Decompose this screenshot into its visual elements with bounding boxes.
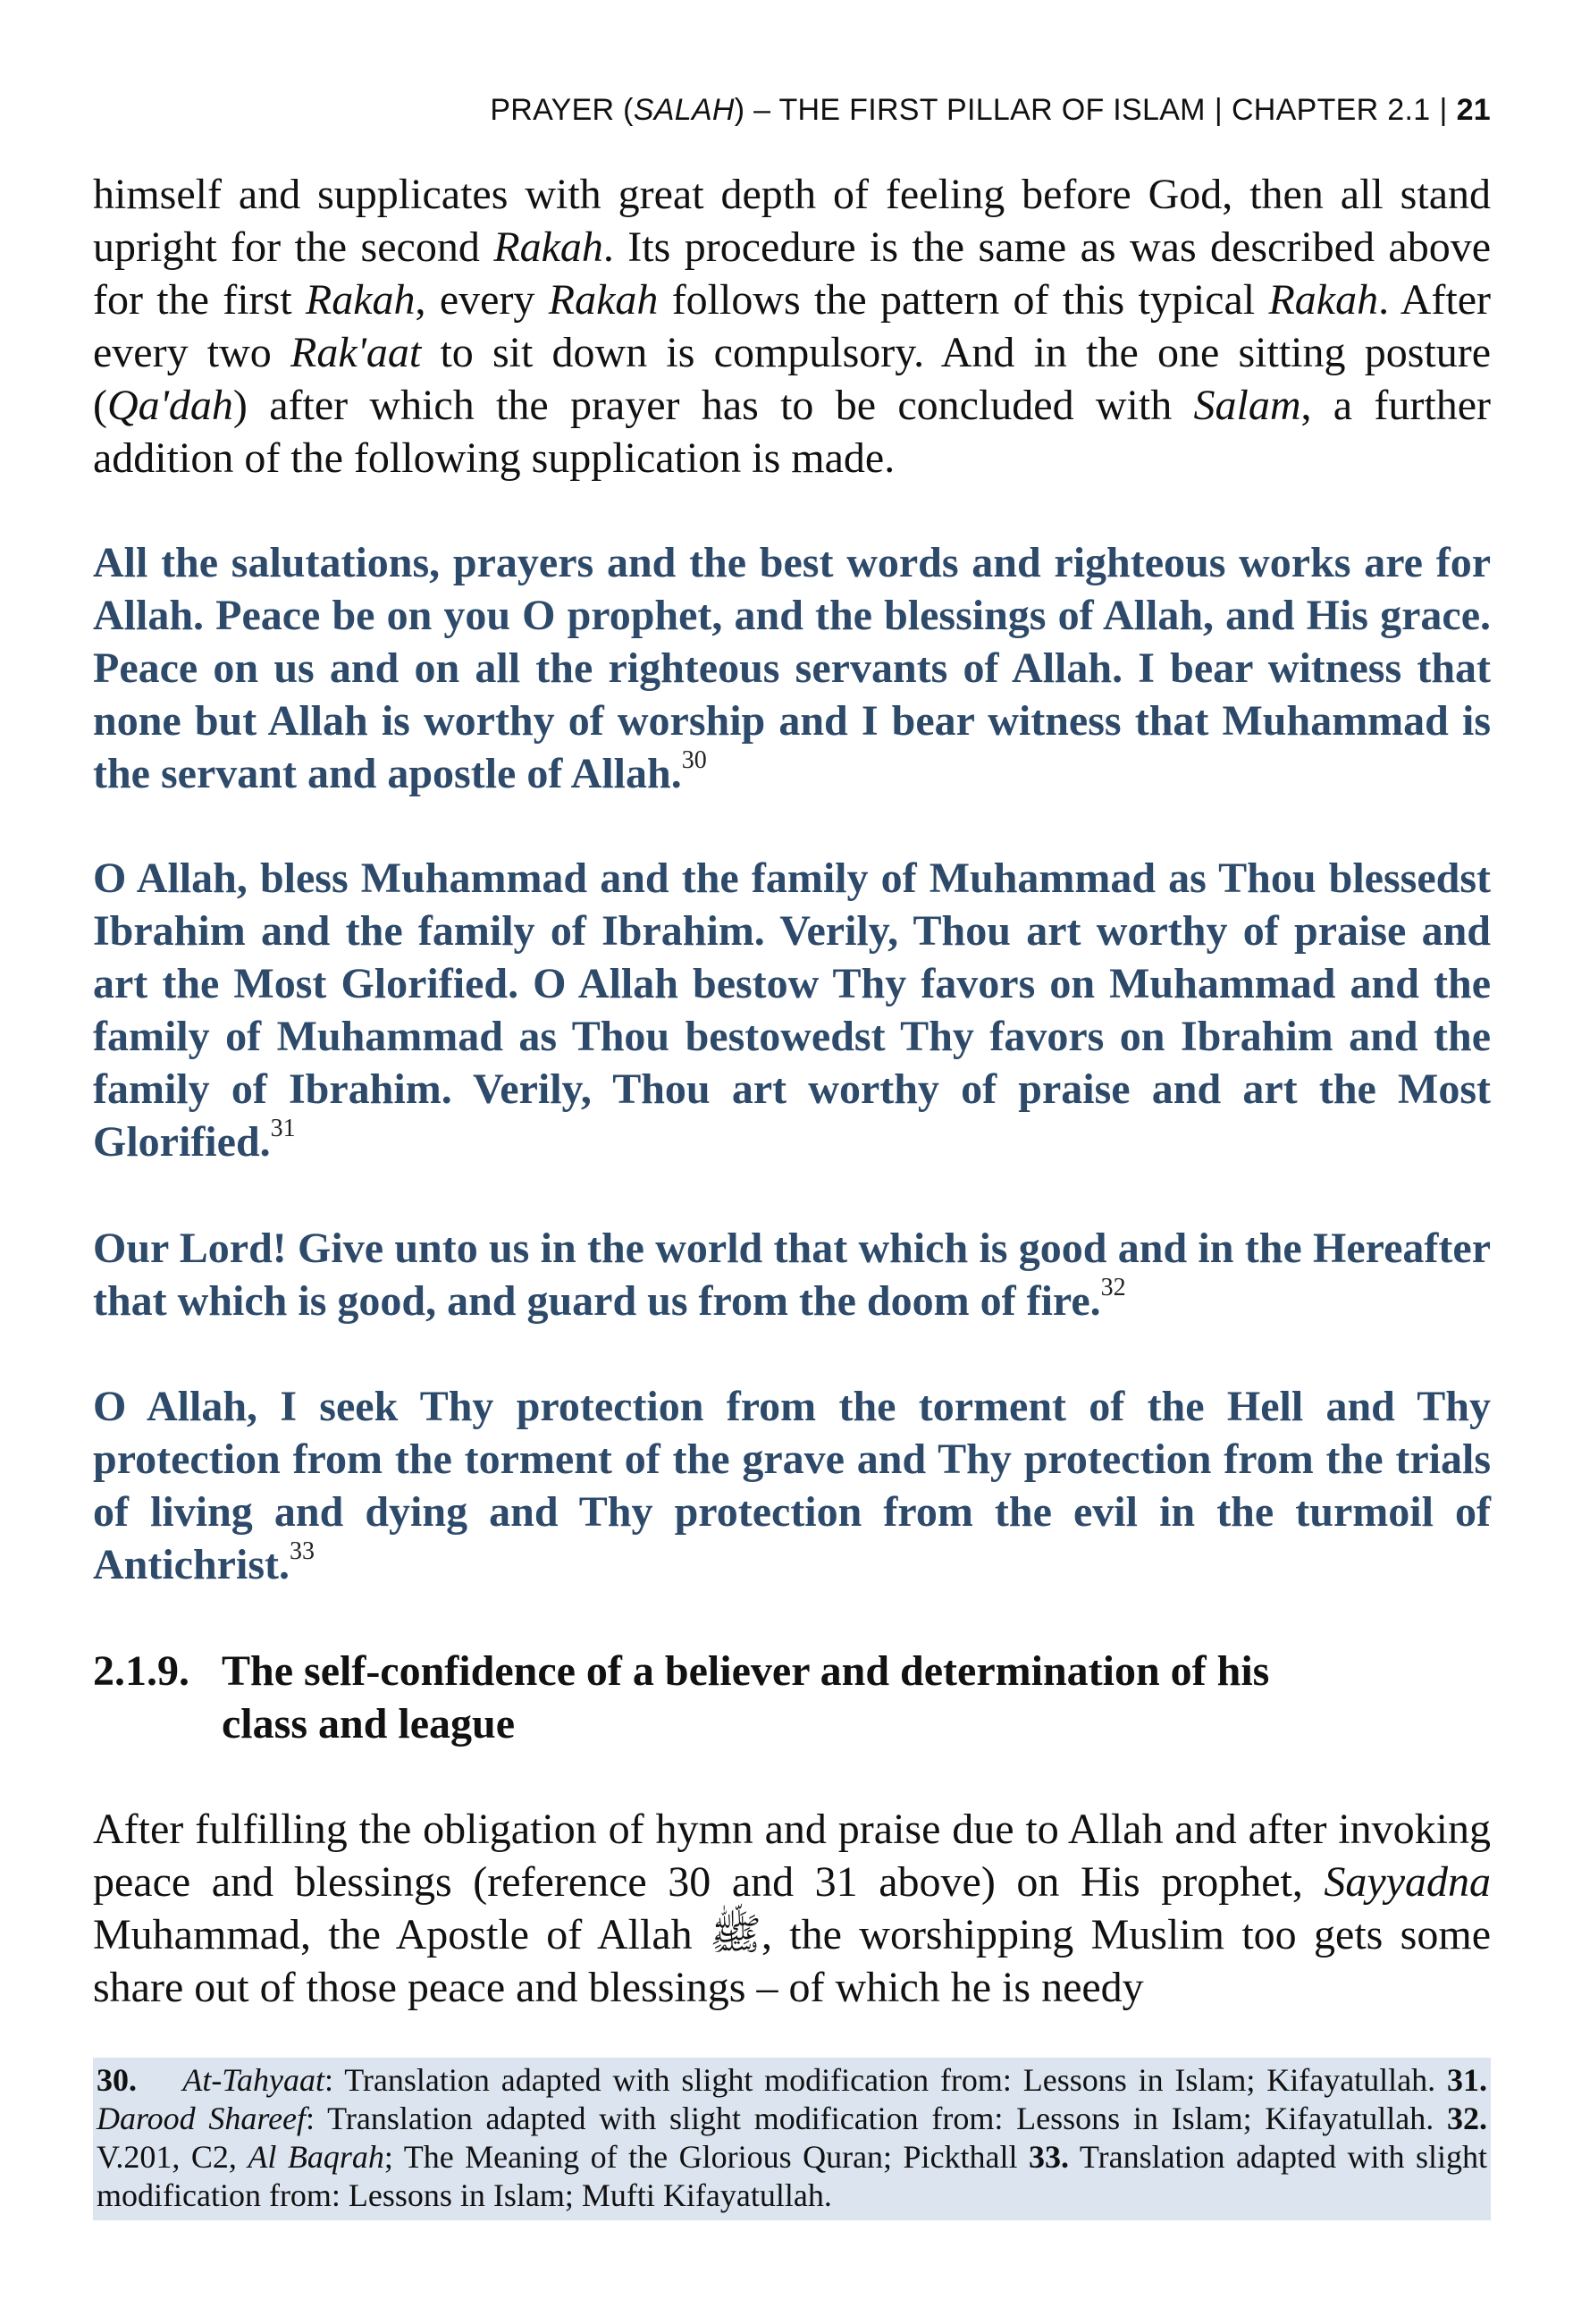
footnotes-box bbox=[93, 2058, 1491, 2220]
footnote-ref[interactable]: 32 bbox=[1100, 1274, 1126, 1301]
header-chapter: CHAPTER 2.1 bbox=[1231, 93, 1431, 127]
text-run: After fulfilling the obligation of hymn and praise due to Allah and after invoking peace and blessings (reference 30 and 31 above) on His prophet, bbox=[93, 1806, 1491, 1906]
italic-term: Rak'aat bbox=[290, 329, 422, 376]
text-run: , the worshipping Muslim too gets some share out of those peace and blessings – of which he is needy bbox=[93, 1911, 1491, 2011]
italic-term: Sayyadna bbox=[1324, 1858, 1491, 1906]
text-run: . After every two bbox=[93, 276, 1492, 376]
supplication-text: O Allah, I seek Thy protection from the torment of the Hell and Thy protection from the torment of the grave and Thy protection from the trials of living and dying and Thy protection from the evil in the turmoil of Antichrist. bbox=[93, 1383, 1491, 1588]
footnote-number: 30. bbox=[97, 2062, 137, 2098]
footnote-number: 32. bbox=[1447, 2101, 1487, 2136]
supplication-tashahhud bbox=[93, 536, 1491, 800]
footnote-text: : Translation adapted with slight modification from: Lessons in Islam; Kifayatullah. bbox=[324, 2062, 1447, 2098]
italic-term: Rakah bbox=[305, 276, 416, 324]
text-run: , a further addition of the following supplication is made. bbox=[93, 382, 1491, 482]
text-run: , every bbox=[415, 276, 549, 324]
text-run: ) after which the prayer has to be concluded with bbox=[232, 382, 1194, 429]
supplication-darood bbox=[93, 852, 1491, 1168]
section-title-line1: The self-confidence of a believer and determination of his bbox=[222, 1647, 1270, 1695]
section-title-line2: class and league bbox=[222, 1700, 516, 1747]
header-title-suffix: ) – THE FIRST PILLAR OF ISLAM bbox=[734, 93, 1206, 127]
header-separator: | bbox=[1214, 93, 1223, 127]
text-run: Muhammad, the Apostle of Allah bbox=[93, 1911, 710, 1958]
running-header bbox=[93, 93, 1491, 128]
footnote-number: 33. bbox=[1029, 2139, 1070, 2175]
footnote-text: ; The Meaning of the Glorious Quran; Pickthall bbox=[383, 2139, 1030, 2175]
footnote-ref[interactable]: 31 bbox=[270, 1115, 296, 1142]
footnote-text: V.201, C2, bbox=[97, 2139, 248, 2175]
supplication-our-lord bbox=[93, 1222, 1491, 1327]
text-run: himself and supplicates with great depth of feeling before God, then all stand upright for the second bbox=[93, 171, 1491, 271]
honorific-glyph: ﷺ bbox=[709, 1911, 761, 1958]
page-number: 21 bbox=[1456, 93, 1491, 127]
body-paragraph-2 bbox=[93, 1803, 1491, 2014]
footnote-ref[interactable]: 33 bbox=[289, 1537, 315, 1565]
supplication-text: Our Lord! Give unto us in the world that which is good and in the Hereafter that which is good, and guard us from the doom of fire. bbox=[93, 1225, 1491, 1325]
footnote-title: Al Baqrah bbox=[248, 2139, 384, 2175]
italic-term: Rakah bbox=[493, 223, 603, 271]
section-heading bbox=[93, 1645, 1491, 1750]
italic-term: Salam bbox=[1193, 382, 1301, 429]
text-run: to sit down is compulsory. And in the one sitting posture ( bbox=[93, 329, 1492, 429]
footnote-title: Darood Shareef bbox=[97, 2101, 307, 2136]
italic-term: Rakah bbox=[1268, 276, 1379, 324]
italic-term: Qa'dah bbox=[106, 382, 233, 429]
footnote-title: At-Tahyaat bbox=[182, 2062, 325, 2098]
text-run: . Its procedure is the same as was described above for the first bbox=[93, 223, 1491, 324]
italic-term: Rakah bbox=[548, 276, 659, 324]
supplication-text: O Allah, bless Muhammad and the family of Muhammad as Thou blessedst Ibrahim and the family of Ibrahim. Verily, Thou art worthy of praise and art the Most Glorified. O Allah bestow Thy favors on Muhammad and the family of Muhammad as Thou bestowedst Thy favors on Ibrahim and the family of Ibrahim. Verily, Thou art worthy of praise and art the Most Glorified. bbox=[93, 855, 1491, 1166]
section-number: 2.1.9. bbox=[93, 1647, 189, 1695]
header-title-prefix: PRAYER ( bbox=[490, 93, 634, 127]
supplication-text: All the salutations, prayers and the best words and righteous works are for Allah. Peace be on you O prophet, and the blessings of Allah, and His grace. Peace on us and on all the righteous servants of Allah. I bear witness that none but Allah is worthy of worship and I bear witness that Muhammad is the servant and apostle of Allah. bbox=[93, 539, 1491, 797]
footnote-text: Translation adapted with slight modification from: Lessons in Islam; Mufti Kifayatullah. bbox=[97, 2139, 1487, 2213]
text-run: follows the pattern of this typical bbox=[658, 276, 1269, 324]
footnote-ref[interactable]: 30 bbox=[681, 746, 707, 774]
header-separator: | bbox=[1439, 93, 1448, 127]
header-title-salah: SALAH bbox=[633, 93, 735, 127]
footnote-number: 31. bbox=[1447, 2062, 1487, 2098]
footnote-text: : Translation adapted with slight modification from: Lessons in Islam; Kifayatullah. bbox=[306, 2101, 1447, 2136]
body-paragraph-1 bbox=[93, 168, 1491, 484]
supplication-protection bbox=[93, 1380, 1491, 1591]
